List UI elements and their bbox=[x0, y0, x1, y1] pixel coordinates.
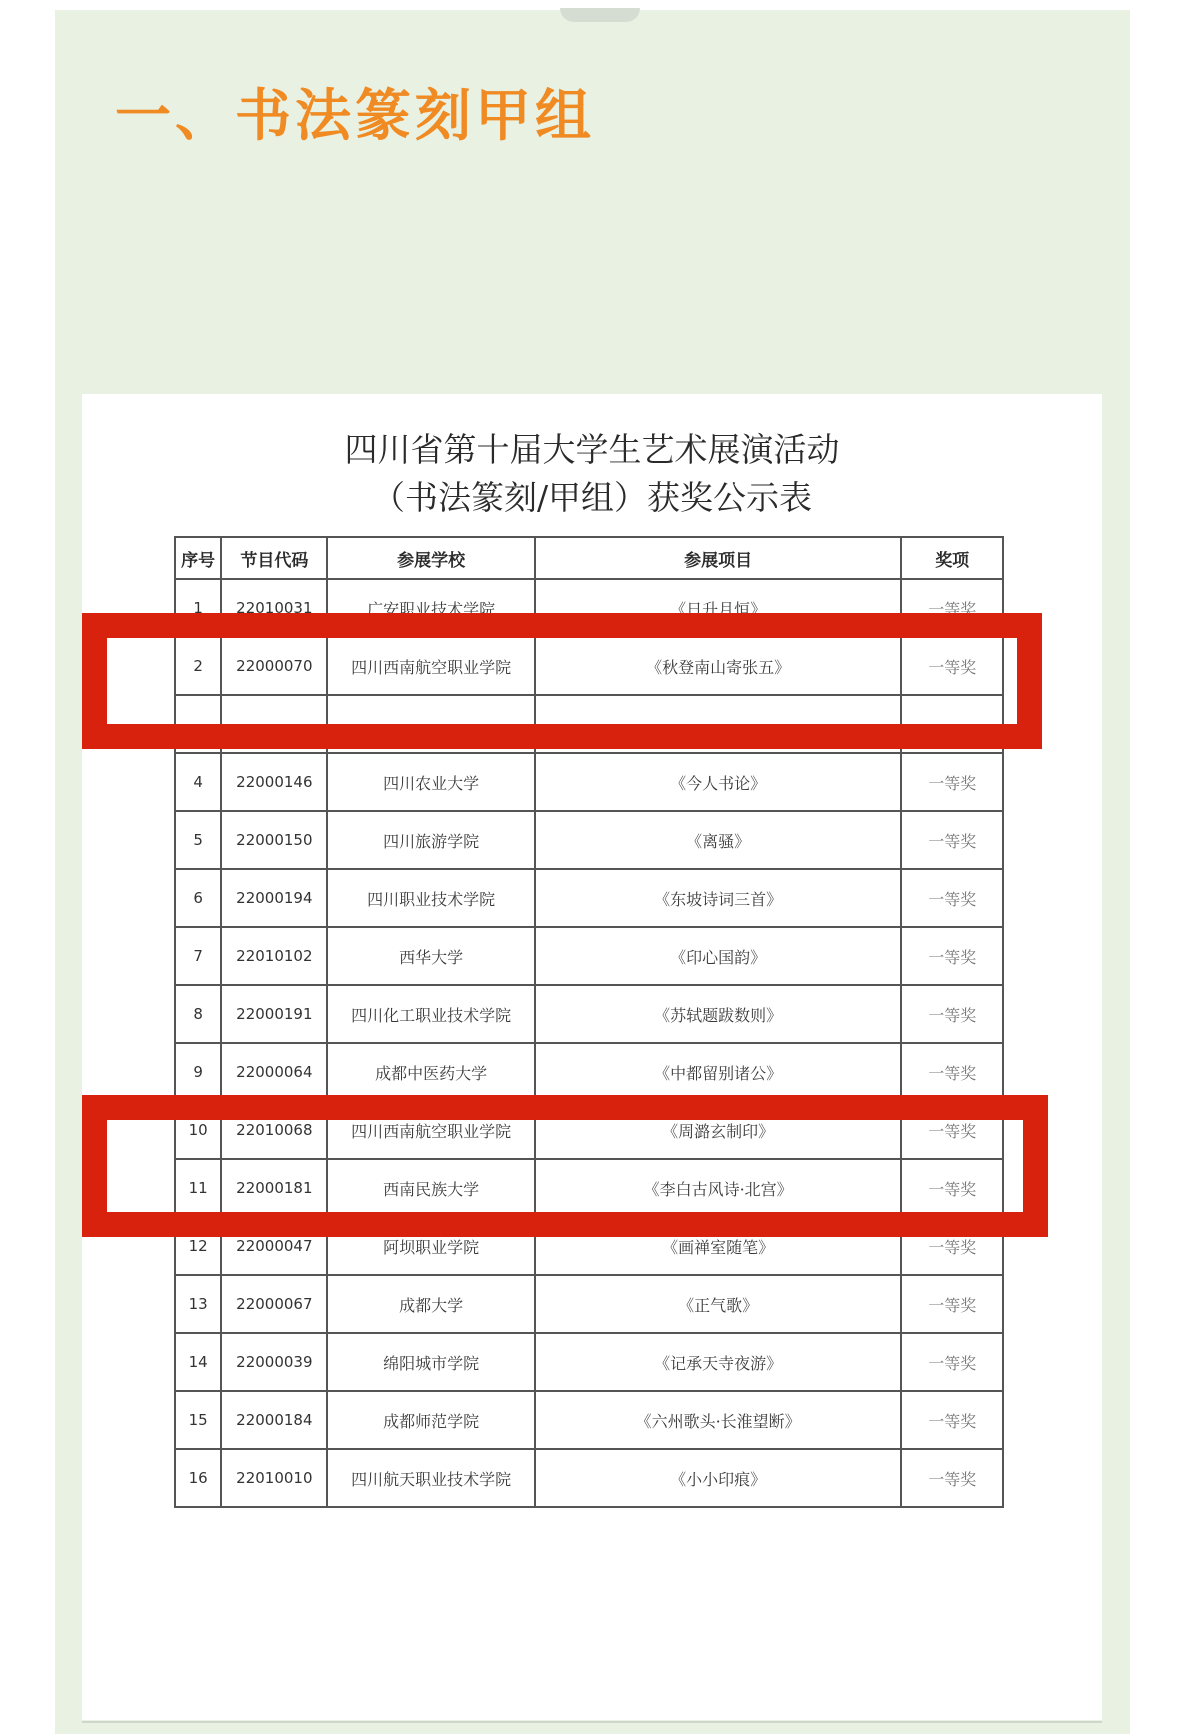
header-project: 参展项目 bbox=[535, 537, 902, 579]
section-heading: 一、书法篆刻甲组 bbox=[115, 84, 595, 149]
cell-award: 一等奖 bbox=[901, 985, 1003, 1043]
cell-index: 16 bbox=[175, 1449, 221, 1507]
cell-award bbox=[901, 695, 1003, 753]
cell-code: 22010031 bbox=[221, 579, 327, 637]
cell-code: 22000146 bbox=[221, 753, 327, 811]
cell-code: 22000064 bbox=[221, 1043, 327, 1101]
awards-table bbox=[174, 536, 1004, 1508]
cell-school: 四川农业大学 bbox=[327, 753, 535, 811]
cell-project: 《印心国韵》 bbox=[535, 927, 902, 985]
bottom-divider bbox=[82, 1721, 1102, 1723]
cell-project: 《日升月恒》 bbox=[535, 579, 902, 637]
cell-school: 阿坝职业学院 bbox=[327, 1217, 535, 1275]
cell-index: 9 bbox=[175, 1043, 221, 1101]
table-row bbox=[175, 695, 1003, 753]
cell-project bbox=[535, 695, 902, 753]
table-row bbox=[175, 579, 1003, 637]
cell-index: 7 bbox=[175, 927, 221, 985]
cell-school: 绵阳城市学院 bbox=[327, 1333, 535, 1391]
cell-project: 《离骚》 bbox=[535, 811, 902, 869]
cell-project: 《小小印痕》 bbox=[535, 1449, 902, 1507]
cell-code: 22000184 bbox=[221, 1391, 327, 1449]
cell-award: 一等奖 bbox=[901, 753, 1003, 811]
cell-award: 一等奖 bbox=[901, 1043, 1003, 1101]
cell-award: 一等奖 bbox=[901, 1391, 1003, 1449]
cell-school: 西南民族大学 bbox=[327, 1159, 535, 1217]
cell-award: 一等奖 bbox=[901, 1275, 1003, 1333]
cell-award: 一等奖 bbox=[901, 1159, 1003, 1217]
cell-school: 四川化工职业技术学院 bbox=[327, 985, 535, 1043]
top-handle bbox=[560, 8, 640, 22]
cell-school: 四川旅游学院 bbox=[327, 811, 535, 869]
cell-award: 一等奖 bbox=[901, 869, 1003, 927]
cell-index: 1 bbox=[175, 579, 221, 637]
cell-project: 《周潞玄制印》 bbox=[535, 1101, 902, 1159]
cell-index: 6 bbox=[175, 869, 221, 927]
cell-project: 《苏轼题跋数则》 bbox=[535, 985, 902, 1043]
table-row bbox=[175, 637, 1003, 695]
cell-project: 《正气歌》 bbox=[535, 1275, 902, 1333]
cell-project: 《记承天寺夜游》 bbox=[535, 1333, 902, 1391]
table-header-row bbox=[175, 537, 1003, 579]
cell-code: 22000194 bbox=[221, 869, 327, 927]
table-row bbox=[175, 1449, 1003, 1507]
cell-code: 22010102 bbox=[221, 927, 327, 985]
cell-index: 4 bbox=[175, 753, 221, 811]
cell-index: 2 bbox=[175, 637, 221, 695]
cell-index: 14 bbox=[175, 1333, 221, 1391]
table-row bbox=[175, 1333, 1003, 1391]
cell-project: 《画禅室随笔》 bbox=[535, 1217, 902, 1275]
cell-index: 10 bbox=[175, 1101, 221, 1159]
cell-project: 《李白古风诗·北宫》 bbox=[535, 1159, 902, 1217]
header-award: 奖项 bbox=[901, 537, 1003, 579]
table-row bbox=[175, 869, 1003, 927]
cell-award: 一等奖 bbox=[901, 927, 1003, 985]
table-body bbox=[175, 579, 1003, 1507]
cell-index: 8 bbox=[175, 985, 221, 1043]
cell-index: 12 bbox=[175, 1217, 221, 1275]
cell-project: 《今人书论》 bbox=[535, 753, 902, 811]
header-code: 节目代码 bbox=[221, 537, 327, 579]
cell-award: 一等奖 bbox=[901, 1333, 1003, 1391]
cell-project: 《中都留别诸公》 bbox=[535, 1043, 902, 1101]
cell-award: 一等奖 bbox=[901, 579, 1003, 637]
cell-project: 《六州歌头·长淮望断》 bbox=[535, 1391, 902, 1449]
cell-code: 22000039 bbox=[221, 1333, 327, 1391]
cell-index bbox=[175, 695, 221, 753]
cell-school: 西华大学 bbox=[327, 927, 535, 985]
cell-index: 15 bbox=[175, 1391, 221, 1449]
cell-school: 四川航天职业技术学院 bbox=[327, 1449, 535, 1507]
table-row bbox=[175, 1275, 1003, 1333]
cell-school: 四川西南航空职业学院 bbox=[327, 637, 535, 695]
cell-code: 22010068 bbox=[221, 1101, 327, 1159]
cell-index: 13 bbox=[175, 1275, 221, 1333]
cell-school: 成都大学 bbox=[327, 1275, 535, 1333]
award-document bbox=[82, 394, 1102, 1720]
table-row bbox=[175, 927, 1003, 985]
cell-award: 一等奖 bbox=[901, 637, 1003, 695]
table-row bbox=[175, 1217, 1003, 1275]
header-index: 序号 bbox=[175, 537, 221, 579]
cell-code: 22000150 bbox=[221, 811, 327, 869]
table-row bbox=[175, 1391, 1003, 1449]
cell-award: 一等奖 bbox=[901, 1217, 1003, 1275]
table-row bbox=[175, 1159, 1003, 1217]
cell-award: 一等奖 bbox=[901, 811, 1003, 869]
cell-code: 22000067 bbox=[221, 1275, 327, 1333]
cell-school: 成都师范学院 bbox=[327, 1391, 535, 1449]
cell-code: 22010010 bbox=[221, 1449, 327, 1507]
cell-school bbox=[327, 695, 535, 753]
cell-code: 22000047 bbox=[221, 1217, 327, 1275]
table-row bbox=[175, 811, 1003, 869]
document-title-line2: （书法篆刻/甲组）获奖公示表 bbox=[371, 478, 813, 517]
cell-code: 22000191 bbox=[221, 985, 327, 1043]
cell-award: 一等奖 bbox=[901, 1101, 1003, 1159]
cell-index: 11 bbox=[175, 1159, 221, 1217]
cell-award: 一等奖 bbox=[901, 1449, 1003, 1507]
table-row bbox=[175, 1101, 1003, 1159]
table-row bbox=[175, 753, 1003, 811]
header-school: 参展学校 bbox=[327, 537, 535, 579]
table-row bbox=[175, 985, 1003, 1043]
cell-project: 《秋登南山寄张五》 bbox=[535, 637, 902, 695]
table-row bbox=[175, 1043, 1003, 1101]
cell-code: 22000181 bbox=[221, 1159, 327, 1217]
cell-school: 四川职业技术学院 bbox=[327, 869, 535, 927]
cell-code: 22000070 bbox=[221, 637, 327, 695]
document-title-line1: 四川省第十届大学生艺术展演活动 bbox=[344, 430, 840, 469]
cell-index: 5 bbox=[175, 811, 221, 869]
cell-code bbox=[221, 695, 327, 753]
cell-school: 成都中医药大学 bbox=[327, 1043, 535, 1101]
cell-school: 广安职业技术学院 bbox=[327, 579, 535, 637]
cell-project: 《东坡诗词三首》 bbox=[535, 869, 902, 927]
cell-school: 四川西南航空职业学院 bbox=[327, 1101, 535, 1159]
